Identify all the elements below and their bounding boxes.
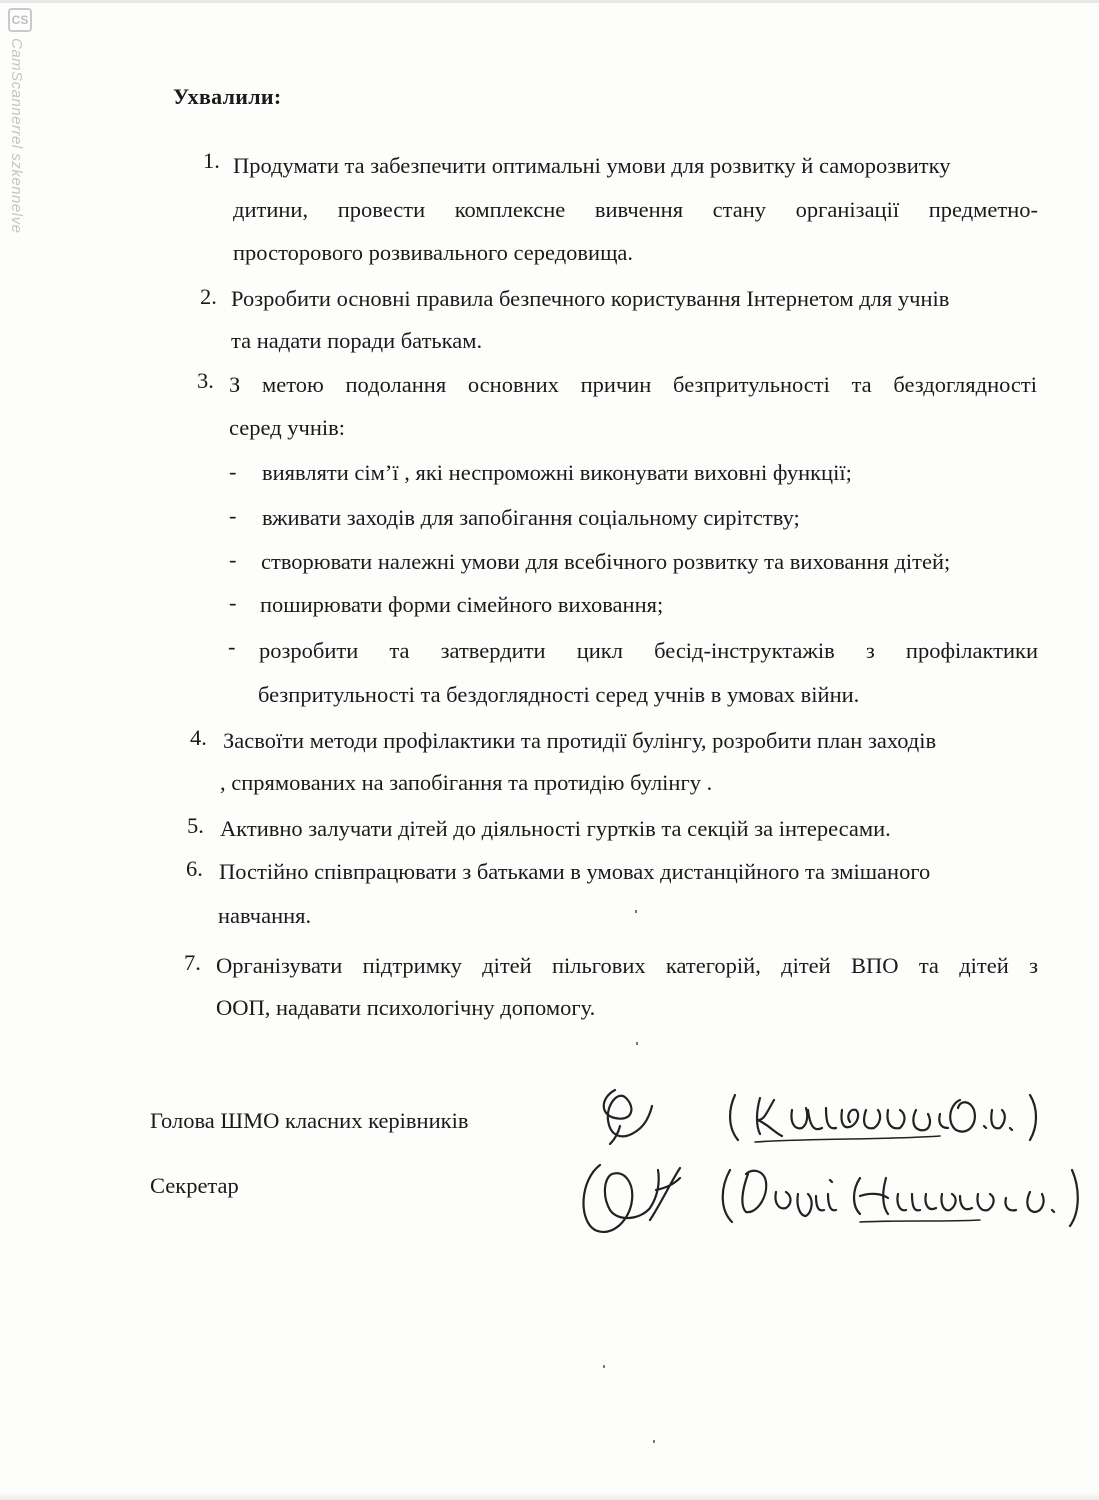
secretary-signature-mark — [584, 1165, 680, 1232]
item-4-line-2: , спрямованих на запобігання та протидію булінгу . — [220, 770, 713, 795]
scan-speck — [603, 1365, 605, 1368]
head-label: Голова ШМО класних керівників — [150, 1108, 469, 1133]
item-5-line-1: Активно залучати дітей до діяльності гуртків та секцій за інтересами. — [220, 816, 891, 841]
item-2-line-1: Розробити основні правила безпечного користування Інтернетом для учнів — [231, 286, 950, 311]
item-2-number: 2. — [200, 284, 217, 309]
item-1-line-1: Продумати та забезпечити оптимальні умови для розвитку й саморозвитку — [233, 153, 951, 178]
item-3-number: 3. — [197, 368, 214, 393]
bullet-1-text: виявляти сім’ї , які неспроможні виконувати виховні функції; — [262, 460, 852, 485]
signatures-area — [560, 1070, 1099, 1270]
item-7-line-1: Організувати підтримку дітей пільгових категорій, дітей ВПО та дітей з — [216, 953, 1038, 978]
bullet-5-line-1: розробити та затвердити цикл бесід-інструктажів з профілактики — [259, 638, 1038, 663]
item-1-number: 1. — [203, 148, 220, 173]
scan-speck — [635, 910, 637, 913]
bullet-2-text: вживати заходів для запобігання соціальному сирітству; — [262, 505, 800, 530]
bullet-2-marker: - — [229, 503, 237, 528]
head-signature-mark — [604, 1090, 652, 1144]
item-6-line-1: Постійно співпрацювати з батьками в умовах дистанційного та змішаного — [219, 859, 931, 884]
bullet-5-marker: - — [228, 634, 236, 659]
item-6-line-2: навчання. — [218, 903, 312, 928]
item-1-line-3: просторового розвивального середовища. — [233, 240, 634, 265]
item-4-number: 4. — [190, 725, 207, 750]
bullet-4-marker: - — [229, 590, 237, 615]
item-3-line-1: З метою подолання основних причин безпритульності та бездоглядності — [229, 372, 1037, 397]
bullet-1-marker: - — [229, 459, 237, 484]
scan-speck — [653, 1440, 655, 1443]
camscanner-watermark: CamScannerrel szkennelve — [8, 38, 25, 234]
bullet-3-marker: - — [229, 547, 237, 572]
scan-speck — [636, 1042, 638, 1045]
item-7-number: 7. — [184, 950, 201, 975]
item-4-line-1: Засвоїти методи профілактики та протидії булінгу, розробити план заходів — [223, 728, 937, 753]
head-name-signature — [730, 1095, 1036, 1140]
scan-edge-top — [0, 0, 1099, 3]
section-heading: Ухвалили: — [173, 84, 282, 109]
bullet-3-text: створювати належні умови для всебічного розвитку та виховання дітей; — [261, 549, 951, 574]
item-5-number: 5. — [187, 813, 204, 838]
secretary-name-signature — [723, 1170, 1078, 1226]
item-3-line-2: серед учнів: — [229, 415, 345, 440]
item-7-line-2: ООП, надавати психологічну допомогу. — [216, 995, 596, 1020]
bullet-5-line-2: безпритульності та бездоглядності серед учнів в умовах війни. — [258, 682, 860, 707]
scan-edge-bottom — [0, 1492, 1099, 1500]
item-6-number: 6. — [186, 856, 203, 881]
item-2-line-2: та надати поради батькам. — [231, 328, 483, 353]
secretary-label: Секретар — [150, 1173, 239, 1198]
item-1-line-2: дитини, провести комплексне вивчення стану організації предметно- — [233, 197, 1038, 222]
camscanner-logo-icon: CS — [8, 8, 32, 32]
bullet-4-text: поширювати форми сімейного виховання; — [260, 592, 664, 617]
